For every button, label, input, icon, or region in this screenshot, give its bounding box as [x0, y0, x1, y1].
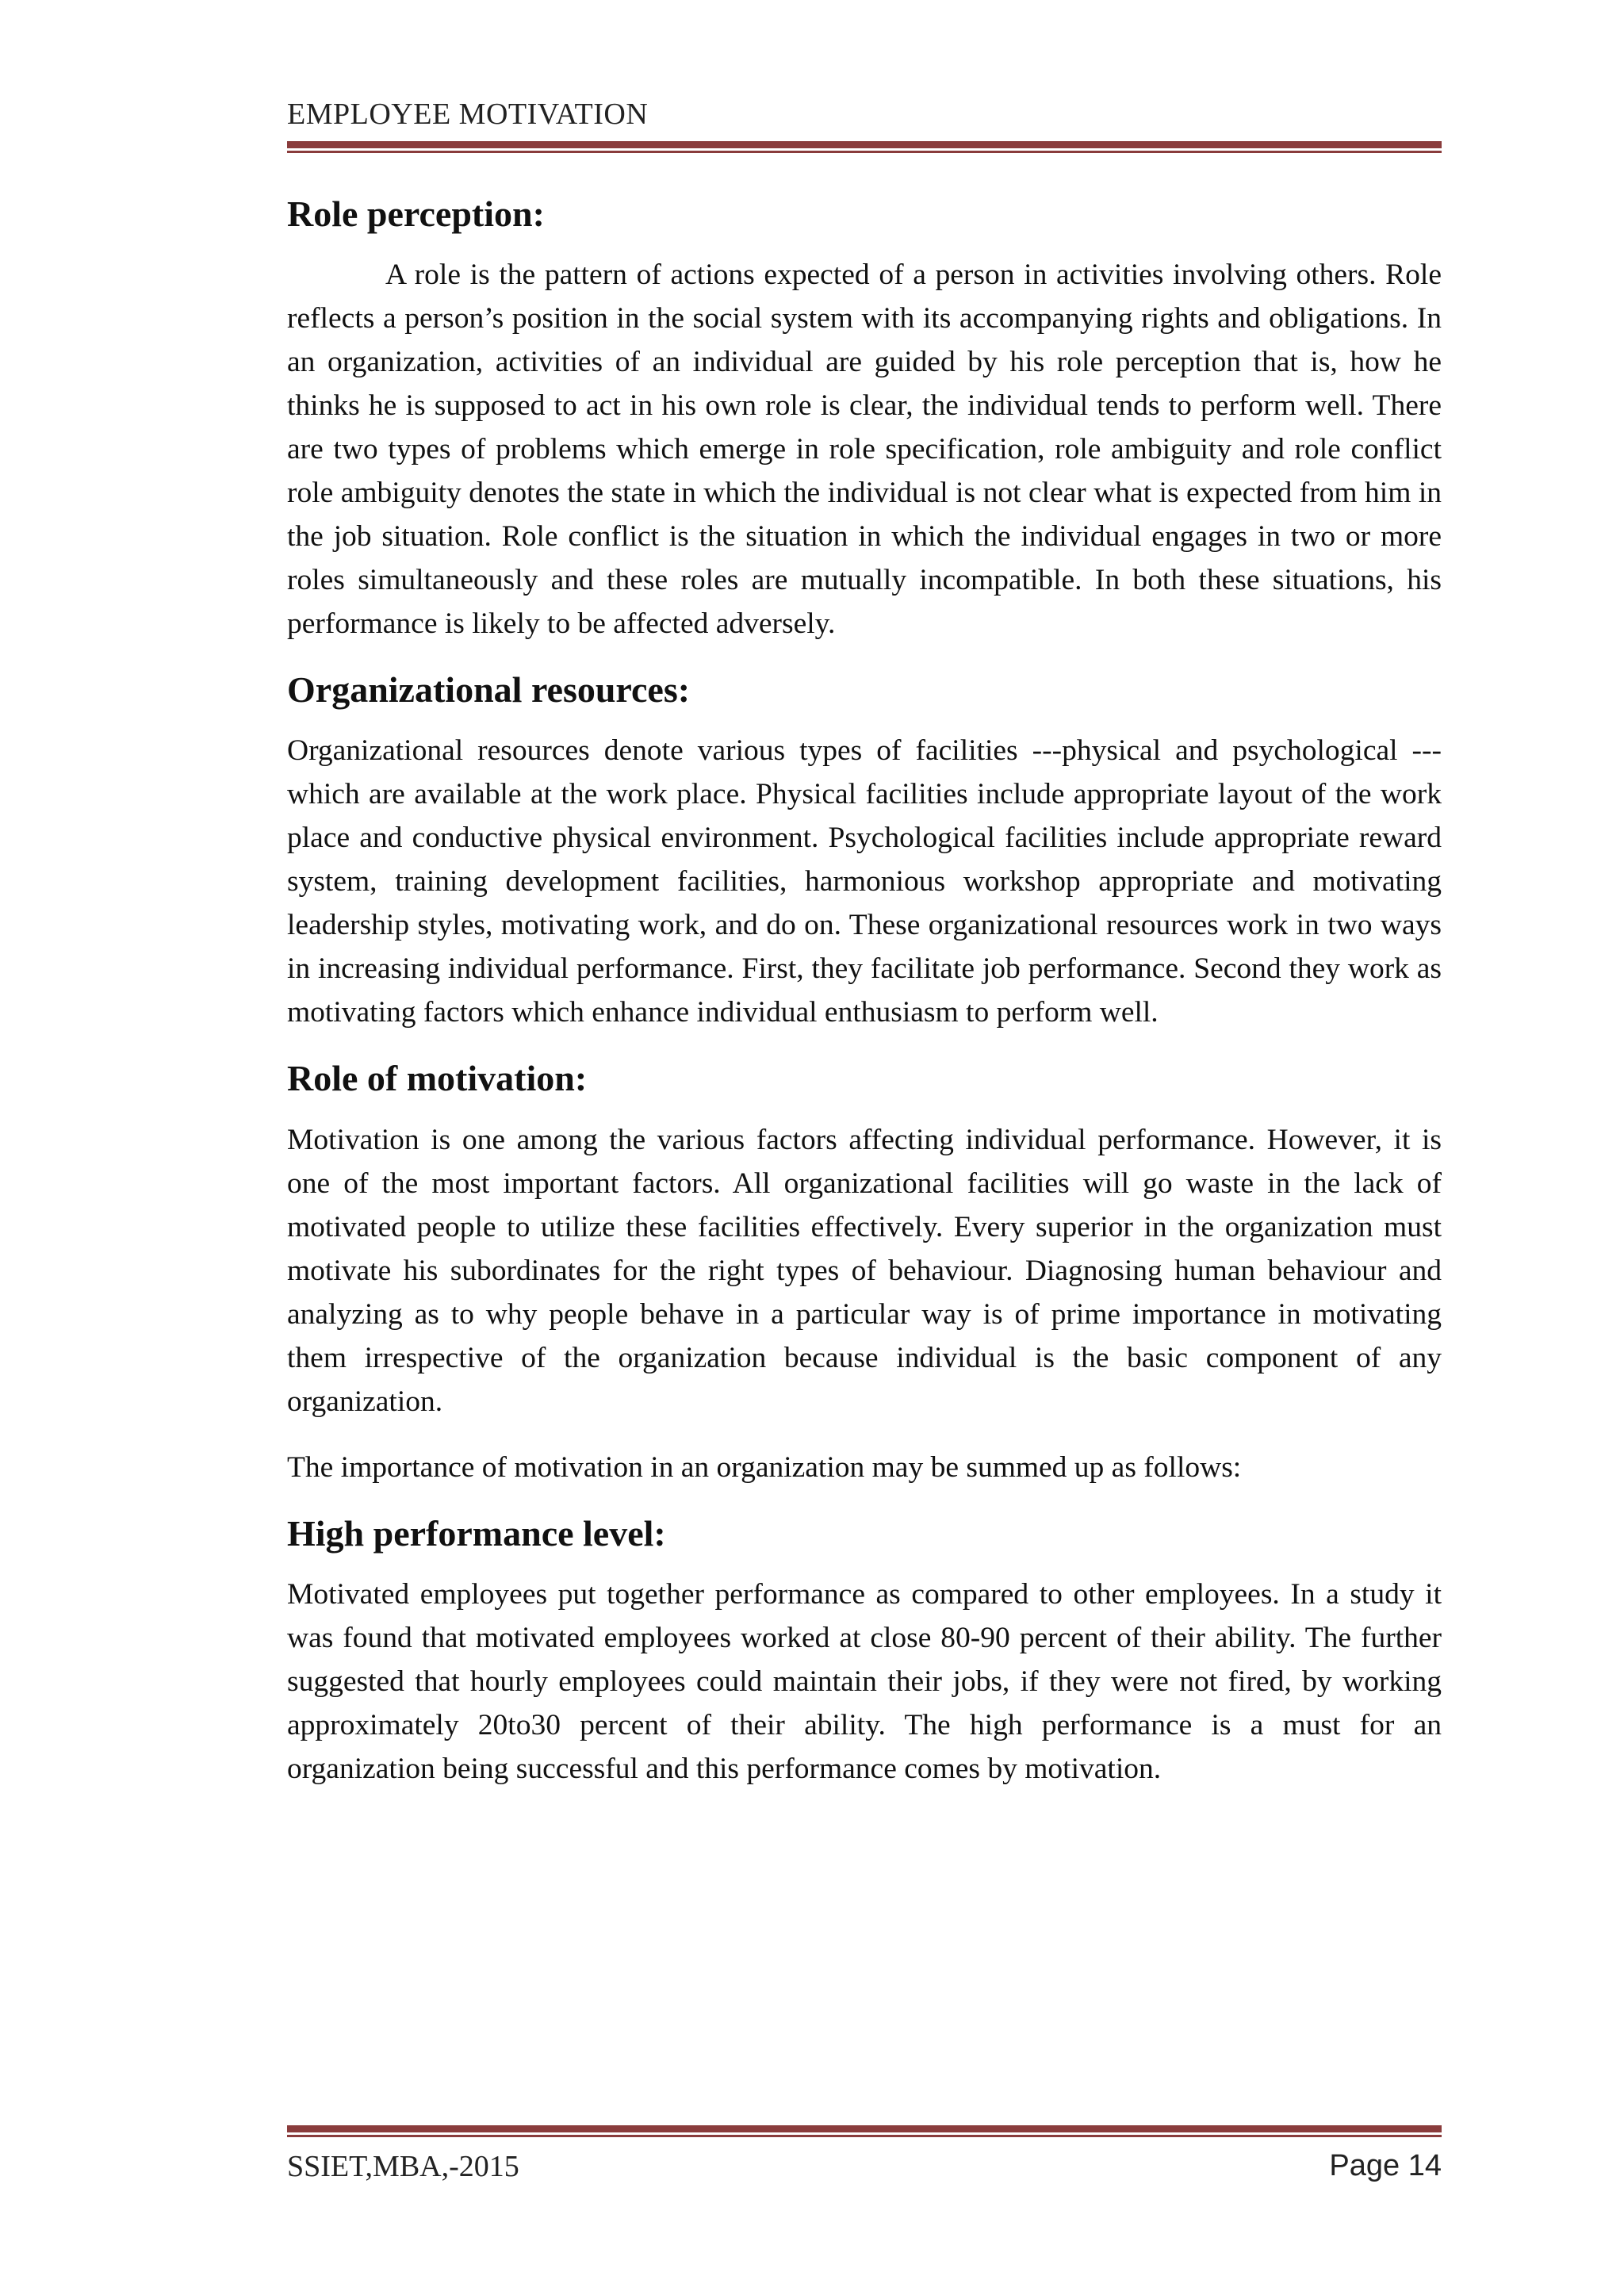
- header-rule: [287, 141, 1442, 153]
- paragraph: Motivated employees put together performance as compared to other employees. In a study it was found that motivated employees worked at close 80-90 percent of their ability. The further suggested that hourly employees could maintain their jobs, if they were not fired, by working approximately 20to30 percent of their ability. The high performance is a must for an organization being successful and this performance comes by motivation.: [287, 1577, 1442, 1785]
- footer-institution: SSIET,MBA,-2015: [287, 2150, 519, 2183]
- paragraph: Motivation is one among the various factors affecting individual performance. However, it is one of the most important factors. All organizational facilities will go waste in the lack of motivated people to utilize these facilities effectively. Every superior in the organization must motivate his subordinates for the right types of behaviour. Diagnosing human behaviour and analyzing as to why people behave in a particular way is of prime importance in motivating them irrespective of the organization because individual is the basic component of any organization.: [287, 1123, 1442, 1418]
- section-role-of-motivation: [287, 1056, 1442, 1488]
- page-number: Page 14: [1329, 2149, 1442, 2182]
- section-high-performance-level: [287, 1511, 1442, 1791]
- paragraph: A role is the pattern of actions expected of a person in activities involving others. Role reflects a person’s position in the social system with its accompanying rights and obligations. In an organization, activities of an individual are guided by his role perception that is, how he thinks he is supposed to act in his own role is clear, the individual tends to perform well. There are two types of problems which emerge in role specification, role ambiguity and role conflict role ambiguity denotes the state in which the individual is not clear what is expected from him in the job situation. Role conflict is the situation in which the individual engages in two or more roles simultaneously and these roles are mutually incompatible. In both these situations, his performance is likely to be affected adversely.: [287, 259, 1442, 641]
- paragraph: The importance of motivation in an organization may be summed up as follows:: [287, 1450, 1242, 1484]
- section-heading: Role perception:: [287, 193, 545, 234]
- section-heading: High performance level:: [287, 1512, 666, 1554]
- running-header: EMPLOYEE MOTIVATION: [287, 98, 649, 131]
- section-organizational-resources: [287, 668, 1442, 1034]
- section-heading: Organizational resources:: [287, 669, 691, 711]
- section-role-perception: [287, 192, 1442, 646]
- section-heading: Role of motivation:: [287, 1058, 588, 1099]
- page-content: [287, 192, 1442, 1813]
- paragraph: Organizational resources denote various types of facilities ---physical and psychological ---which are available at the work place. Physical facilities include appropriate layout of the work place and conductive physical environment. Psychological facilities include appropriate reward system, training development facilities, harmonious workshop appropriate and motivating leadership styles, motivating work, and do on. These organizational resources work in two ways in increasing individual performance. First, they facilitate job performance. Second they work as motivating factors which enhance individual enthusiasm to perform well.: [287, 734, 1442, 1029]
- footer-rule: [287, 2125, 1442, 2137]
